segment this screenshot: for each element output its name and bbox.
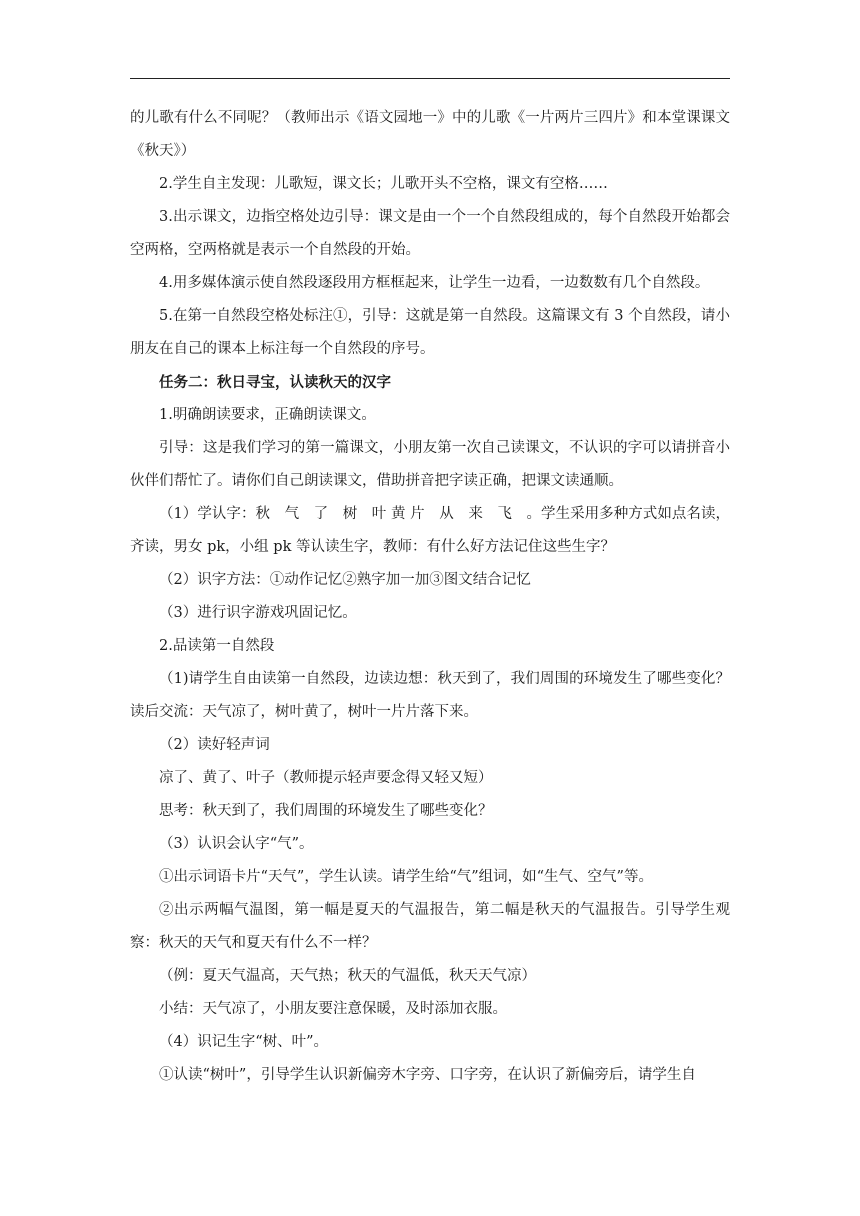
paragraph: ①出示词语卡片“天气”，学生认读。请学生给“气”组词，如“生气、空气”等。 <box>159 869 653 885</box>
paragraph: 4.用多媒体演示使自然段逐段用方框框起来，让学生一边看，一边数数有几个自然段。 <box>159 275 710 291</box>
paragraph: 1.明确朗读要求，正确朗读课文。 <box>159 407 376 423</box>
paragraph: 3.出示课文，边指空格处边引导：课文是由一个一个自然段组成的，每个自然段开始都会空两格，空两格就是表示一个自然段的开始。 <box>130 209 730 258</box>
section-heading: 任务二：秋日寻宝，认读秋天的汉字 <box>159 374 391 391</box>
paragraph: 2.学生自主发现：儿歌短，课文长；儿歌开头不空格，课文有空格…… <box>159 176 608 192</box>
paragraph: （3）进行识字游戏巩固记忆。 <box>159 605 357 621</box>
paragraph: （例：夏天气温高，天气热；秋天的气温低，秋天天气凉） <box>159 968 536 984</box>
paragraph: 小结：天气凉了，小朋友要注意保暖，及时添加衣服。 <box>159 1001 507 1017</box>
paragraph: （2）读好轻声词 <box>159 737 270 753</box>
paragraph: 5.在第一自然段空格处标注①，引导：这就是第一自然段。这篇课文有 3 个自然段，请小朋友在自己的课本上标注每一个自然段的序号。 <box>130 308 730 357</box>
paragraph: （4）识记生字“树、叶”。 <box>159 1034 329 1050</box>
paragraph: 的儿歌有什么不同呢？（教师出示《语文园地一》中的儿歌《一片两片三四片》和本堂课课文《秋天》） <box>130 110 730 159</box>
paragraph: ①认读“树叶”，引导学生认识新偏旁木字旁、口字旁，在认识了新偏旁后，请学生自 <box>159 1067 696 1083</box>
paragraph: （1)请学生自由读第一自然段，边读边想：秋天到了，我们周围的环境发生了哪些变化？读后交流：天气凉了，树叶黄了，树叶一片片落下来。 <box>130 671 730 720</box>
paragraph: 凉了、黄了、叶子（教师提示轻声要念得又轻又短） <box>159 770 493 786</box>
paragraph: 思考：秋天到了，我们周围的环境发生了哪些变化？ <box>159 803 493 819</box>
paragraph: ②出示两幅气温图，第一幅是夏天的气温报告，第二幅是秋天的气温报告。引导学生观察：秋天的天气和夏天有什么不一样？ <box>130 902 730 951</box>
document-body <box>130 102 730 1092</box>
header-rule <box>130 78 730 79</box>
paragraph: （3）认识会认字“气”。 <box>159 836 314 852</box>
paragraph: 引导：这是我们学习的第一篇课文，小朋友第一次自己读课文，不认识的字可以请拼音小伙伴们帮忙了。请你们自己朗读课文，借助拼音把字读正确，把课文读通顺。 <box>130 440 730 489</box>
paragraph: （1）学认字：秋 气 了 树 叶 黄 片 从 来 飞 。学生采用多种方式如点名读，齐读，男女 pk，小组 pk 等认读生字，教师：有什么好方法记住这些生字？ <box>130 506 730 555</box>
paragraph: 2.品读第一自然段 <box>159 638 275 654</box>
paragraph: （2）识字方法：①动作记忆②熟字加一加③图文结合记忆 <box>159 572 531 588</box>
